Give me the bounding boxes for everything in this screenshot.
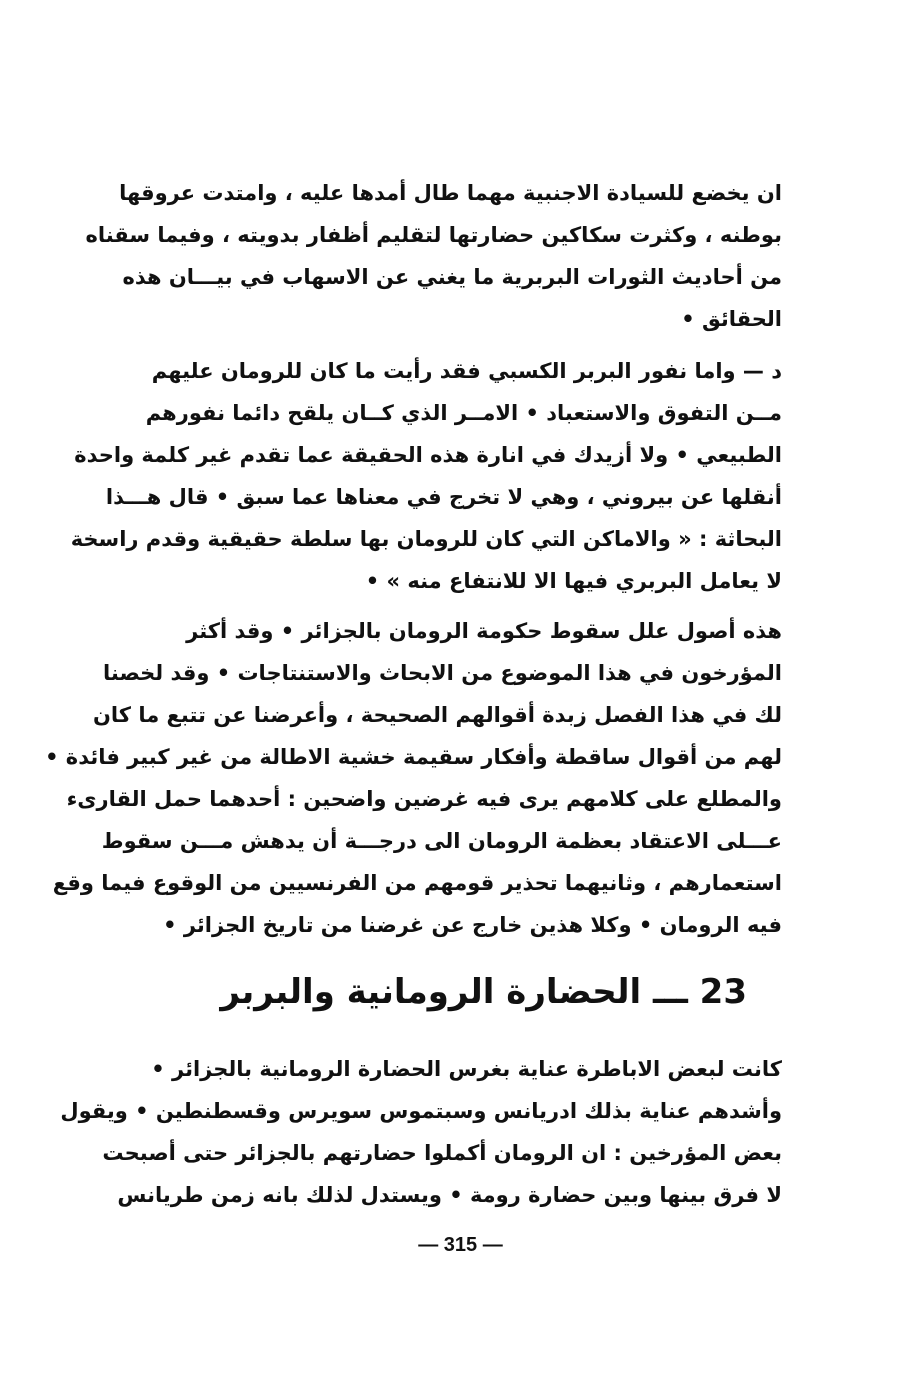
text-line: لا يعامل البربري فيها الا للانتفاع منه » • [365,569,782,593]
text-line: وأشدهم عناية بذلك ادريانس وسبتموس سويرس وقسطنطين • ويقول [60,1099,782,1123]
text-line: استعمارهم ، وثانيهما تحذير قومهم من الفرنسيين من الوقوع فيما وقع [52,871,782,895]
text-line: من أحاديث الثورات البربرية ما يغني عن الاسهاب في بيـــان هذه [122,265,782,289]
text-line: عـــلى الاعتقاد بعظمة الرومان الى درجـــة أن يدهش مـــن سقوط [101,829,782,853]
text-line: البحاثة : « والاماكن التي كان للرومان بها سلطة حقيقية وقدم راسخة [70,527,782,551]
text-line: د — واما نفور البربر الكسبي فقد رأيت ما كان للرومان عليهم [151,359,782,383]
text-line: لك في هذا الفصل زبدة أقوالهم الصحيحة ، وأعرضنا عن تتبع ما كان [93,703,782,727]
text-line: أنقلها عن بيروني ، وهي لا تخرج في معناها عما سبق • قال هـــذا [105,485,782,509]
text-line: ان يخضع للسيادة الاجنبية مهما طال أمدها عليه ، وامتدت عروقها [119,181,782,205]
text-line: لا فرق بينها وبين حضارة رومة • ويستدل لذلك بانه زمن طريانس [117,1183,782,1207]
text-line: الطبيعي • ولا أزيدك في انارة هذه الحقيقة عما تقدم غير كلمة واحدة [74,443,782,467]
text-line: المؤرخون في هذا الموضوع من الابحاث والاستنتاجات • وقد لخصنا [103,661,782,685]
page-number: — 315 — [418,1234,503,1256]
text-line: لهم من أقوال ساقطة وأفكار سقيمة خشية الاطالة من غير كبير فائدة • [45,745,782,769]
text-line: هذه أصول علل سقوط حكومة الرومان بالجزائر • وقد أكثر [186,619,782,643]
text-line: فيه الرومان • وكلا هذين خارج عن غرضنا من تاريخ الجزائر • [163,913,782,937]
text-line: الحقائق • [681,307,782,331]
text-line: بعض المؤرخين : ان الرومان أكملوا حضارتهم بالجزائر حتى أصبحت [102,1141,782,1165]
paragraph-2 [70,350,782,602]
paragraph-3 [45,610,782,946]
text-line: كانت لبعض الاباطرة عناية بغرس الحضارة الرومانية بالجزائر • [151,1057,782,1081]
text-line: مــن التفوق والاستعباد • الامــر الذي كــان يلقح دائما نفورهم [145,401,782,425]
text-line: بوطنه ، وكثرت سكاكين حضارتها لتقليم أظفار بدويته ، وفيما سقناه [85,223,782,247]
paragraph-1 [85,172,782,340]
section-heading: 23 ـــ الحضارة الرومانية والبربر [220,972,747,1012]
text-line: والمطلع على كلامهم يرى فيه غرضين واضحين : أحدهما حمل القارىء [66,787,782,811]
paragraph-4 [60,1048,782,1216]
